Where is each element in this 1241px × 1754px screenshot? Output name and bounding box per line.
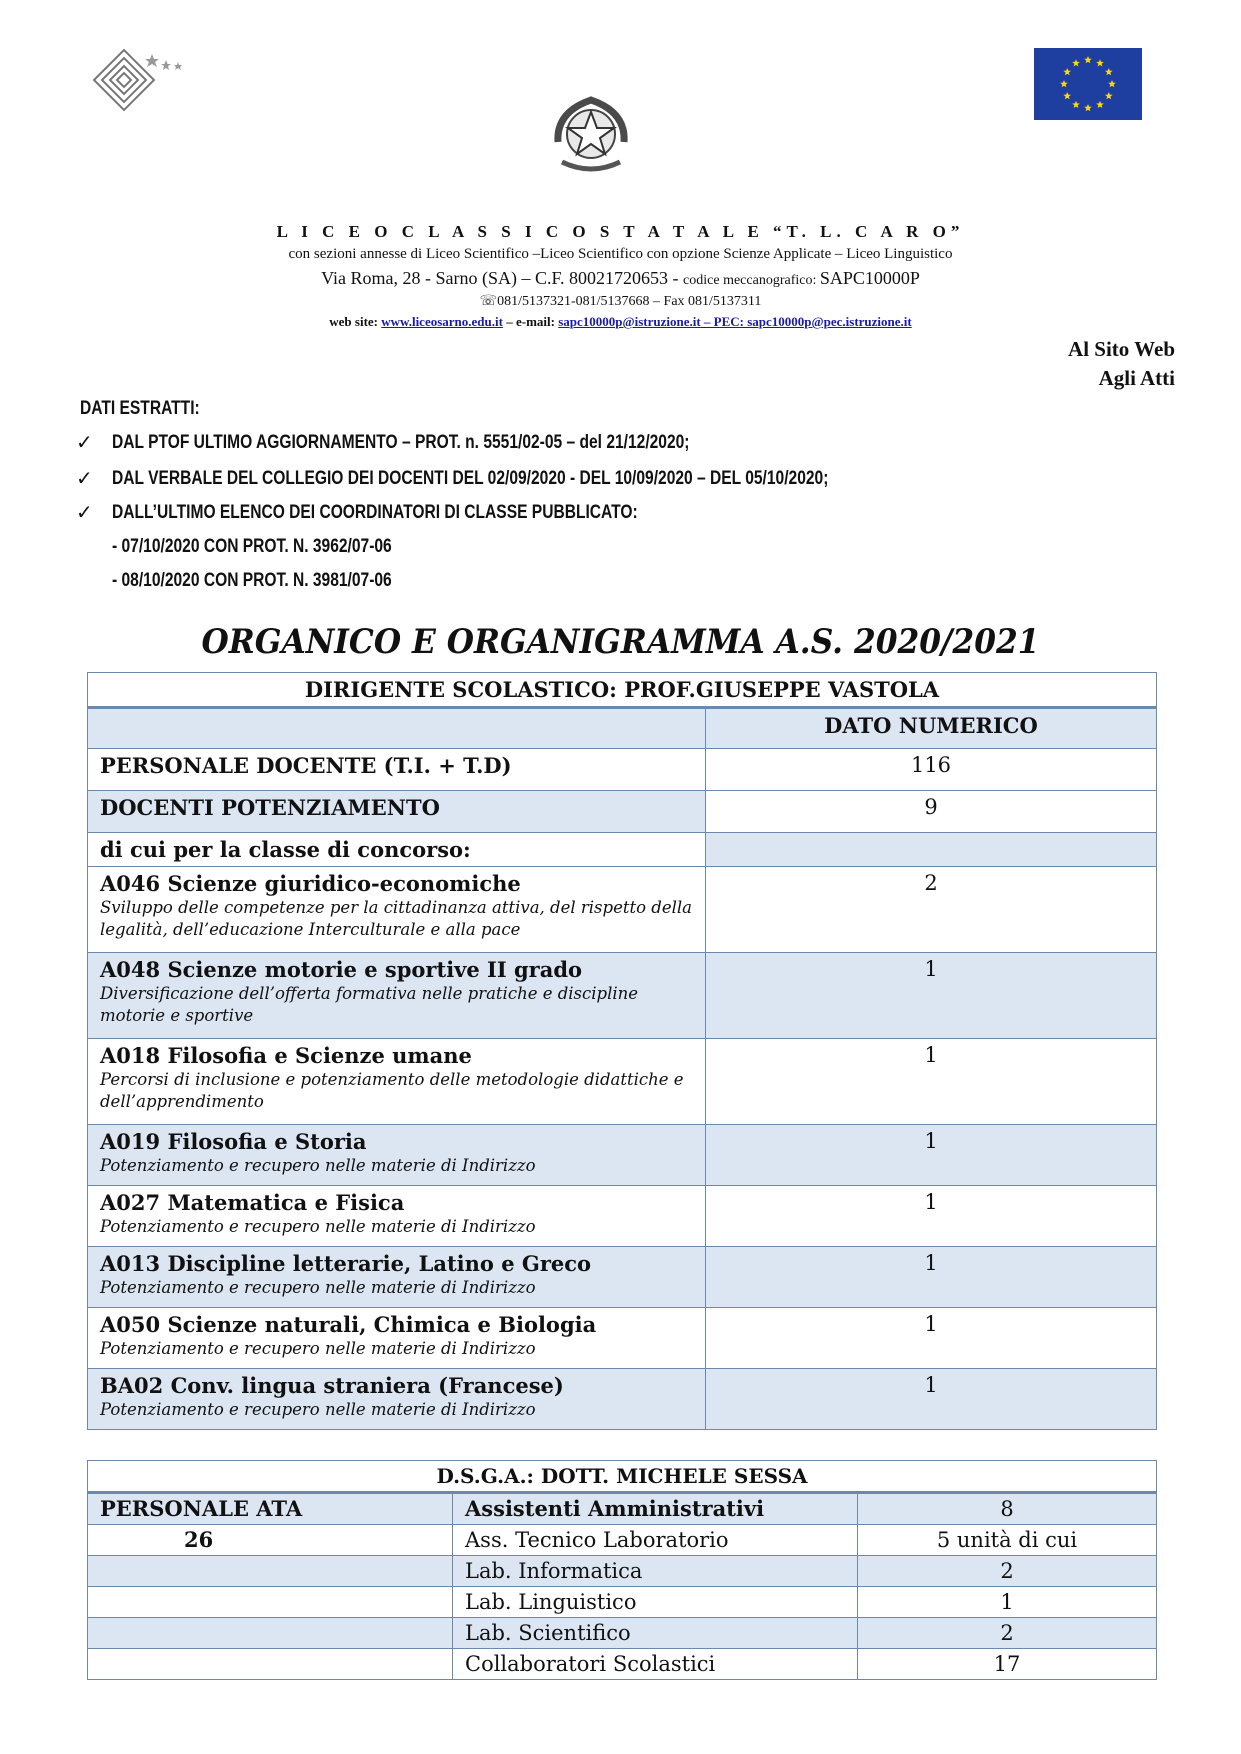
extracted-subitem-2: - 08/10/2020 CON PROT. N. 3981/07-06 <box>112 570 392 591</box>
checkmark-icon: ✓ <box>76 430 93 454</box>
row-value: 9 <box>706 791 1157 833</box>
staff-table <box>87 672 1157 1430</box>
eu-star-icon <box>1060 80 1068 87</box>
checkmark-icon: ✓ <box>76 500 93 524</box>
class-value: 2 <box>706 867 1157 953</box>
class-label: A046 Scienze giuridico-economiche <box>100 871 521 896</box>
class-label: A013 Discipline letterarie, Latino e Greco <box>100 1251 592 1276</box>
checkmark-icon: ✓ <box>76 466 93 490</box>
role-cell: Lab. Informatica <box>453 1556 858 1587</box>
eu-star-icon <box>1072 59 1080 66</box>
eu-star-icon <box>1072 101 1080 108</box>
class-cell <box>88 1039 706 1125</box>
class-label: BA02 Conv. lingua straniera (Francese) <box>100 1373 564 1398</box>
school-name: L I C E O C L A S S I C O S T A T A L E “T. L. C A R O” <box>276 222 965 241</box>
eu-star-icon <box>1096 101 1104 108</box>
row-value: 116 <box>706 749 1157 791</box>
role-value: 2 <box>858 1618 1157 1649</box>
empty-cell <box>88 1556 453 1587</box>
table-row <box>88 953 1157 1039</box>
recipient-note-1: Al Sito Web <box>1068 337 1175 361</box>
row-label: di cui per la classe di concorso: <box>88 833 706 867</box>
class-cell <box>88 1369 706 1430</box>
table-row <box>88 1039 1157 1125</box>
class-label: A027 Matematica e Fisica <box>100 1190 405 1215</box>
address-code: SAPC10000P <box>819 268 920 288</box>
class-cell <box>88 1308 706 1369</box>
table-row <box>88 867 1157 953</box>
class-label: A050 Scienze naturali, Chimica e Biologia <box>100 1312 597 1337</box>
ata-total: 26 <box>88 1525 453 1556</box>
phone-numbers: 081/5137321-081/5137668 – Fax 081/5137311 <box>497 294 762 309</box>
email-link[interactable]: sapc10000p@istruzione.it <box>558 314 701 329</box>
row-label: PERSONALE DOCENTE (T.I. + T.D) <box>88 749 706 791</box>
eu-star-icon <box>1108 80 1116 87</box>
table-row <box>88 1525 1157 1556</box>
role-value: 17 <box>858 1649 1157 1680</box>
class-label: A048 Scienze motorie e sportive II grado <box>100 957 583 982</box>
table-row <box>88 1587 1157 1618</box>
extracted-item-3: DALL’ULTIMO ELENCO DEI COORDINATORI DI CLASSE PUBBLICATO: <box>112 502 638 523</box>
role-cell: Ass. Tecnico Laboratorio <box>453 1525 858 1556</box>
class-value: 1 <box>706 1125 1157 1186</box>
class-description: Sviluppo delle competenze per la cittadinanza attiva, del rispetto della legalità, dell’educazione Interculturale e alla pace <box>100 898 693 939</box>
class-label: A019 Filosofia e Storia <box>100 1129 367 1154</box>
extracted-item-2: DAL VERBALE DEL COLLEGIO DEI DOCENTI DEL 02/09/2020 - DEL 10/09/2020 – DEL 05/10/2020; <box>112 468 829 489</box>
table-row <box>88 1649 1157 1680</box>
class-cell <box>88 1186 706 1247</box>
document-title: ORGANICO E ORGANIGRAMMA A.S. 2020/2021 <box>201 622 1040 662</box>
table-row <box>88 1556 1157 1587</box>
address-main: Via Roma, 28 - Sarno (SA) – C.F. 80021720653 - <box>321 268 684 288</box>
extracted-title: DATI ESTRATTI: <box>80 398 200 419</box>
class-description: Diversificazione dell’offerta formativa nelle pratiche e discipline motorie e sportive <box>100 984 639 1025</box>
role-cell: Collaboratori Scolastici <box>453 1649 858 1680</box>
recipient-note-2: Agli Atti <box>1098 366 1175 390</box>
class-description: Percorsi di inclusione e potenziamento delle metodologie didattiche e dell’apprendimento <box>100 1070 684 1111</box>
class-label: A018 Filosofia e Scienze umane <box>100 1043 472 1068</box>
extracted-item-1: DAL PTOF ULTIMO AGGIORNAMENTO – PROT. n. 5551/02-05 – del 21/12/2020; <box>112 432 690 453</box>
table-row <box>88 1369 1157 1430</box>
class-value: 1 <box>706 1039 1157 1125</box>
role-cell: Lab. Scientifico <box>453 1618 858 1649</box>
class-description: Potenziamento e recupero nelle materie di Indirizzo <box>100 1217 536 1236</box>
table-row <box>88 833 1157 867</box>
eu-stars-icon <box>1034 48 1142 120</box>
class-value: 1 <box>706 953 1157 1039</box>
eu-star-icon <box>1063 68 1071 75</box>
empty-cell <box>88 1649 453 1680</box>
school-contacts <box>0 314 1241 330</box>
phone-icon: ☏ <box>479 294 498 309</box>
role-value: 5 unità di cui <box>858 1525 1157 1556</box>
extracted-subitem-1: - 07/10/2020 CON PROT. N. 3962/07-06 <box>112 536 392 557</box>
class-description: Potenziamento e recupero nelle materie di Indirizzo <box>100 1400 536 1419</box>
row-label: DOCENTI POTENZIAMENTO <box>88 791 706 833</box>
eu-star-icon <box>1105 68 1113 75</box>
principal-caption: DIRIGENTE SCOLASTICO: PROF.GIUSEPPE VASTOLA <box>88 673 1157 708</box>
table-row <box>88 1308 1157 1369</box>
table-row <box>88 1186 1157 1247</box>
class-cell <box>88 953 706 1039</box>
eu-star-icon <box>1084 56 1092 63</box>
eu-flag-logo <box>1034 48 1142 120</box>
school-address <box>0 268 1241 289</box>
website-link[interactable]: www.liceosarno.edu.it <box>381 314 503 329</box>
web-label: web site: <box>329 314 382 329</box>
ata-label: PERSONALE ATA <box>88 1493 453 1525</box>
class-cell <box>88 1125 706 1186</box>
class-cell <box>88 867 706 953</box>
column-header-value: DATO NUMERICO <box>706 708 1157 749</box>
class-value: 1 <box>706 1369 1157 1430</box>
table-row <box>88 1493 1157 1525</box>
class-value: 1 <box>706 1247 1157 1308</box>
table-row <box>88 1125 1157 1186</box>
class-value: 1 <box>706 1308 1157 1369</box>
class-value: 1 <box>706 1186 1157 1247</box>
role-value: 1 <box>858 1587 1157 1618</box>
table-row <box>88 1618 1157 1649</box>
italian-emblem-logo <box>548 92 634 178</box>
class-description: Potenziamento e recupero nelle materie di Indirizzo <box>100 1339 536 1358</box>
header-empty-cell <box>88 708 706 749</box>
role-cell: Assistenti Amministrativi <box>453 1493 858 1525</box>
email-label: – e-mail: <box>502 314 559 329</box>
pec-link[interactable]: – PEC: sapc10000p@pec.istruzione.it <box>700 314 912 329</box>
role-value: 8 <box>858 1493 1157 1525</box>
school-subtitle: con sezioni annesse di Liceo Scientifico –Liceo Scientifico con opzione Scienze Applicate – Liceo Linguistico <box>288 246 953 262</box>
table-row <box>88 791 1157 833</box>
class-description: Potenziamento e recupero nelle materie di Indirizzo <box>100 1278 536 1297</box>
role-cell: Lab. Linguistico <box>453 1587 858 1618</box>
role-value: 2 <box>858 1556 1157 1587</box>
school-logo <box>82 40 192 118</box>
class-cell <box>88 1247 706 1308</box>
row-value <box>706 833 1157 867</box>
ata-table <box>87 1460 1157 1680</box>
eu-star-icon <box>1105 92 1113 99</box>
eu-star-icon <box>1084 104 1092 111</box>
empty-cell <box>88 1587 453 1618</box>
eu-star-icon <box>1096 59 1104 66</box>
table-row <box>88 749 1157 791</box>
eu-star-icon <box>1063 92 1071 99</box>
address-code-label: codice meccanografico: <box>683 273 820 288</box>
class-description: Potenziamento e recupero nelle materie di Indirizzo <box>100 1156 536 1175</box>
school-phone <box>0 293 1241 310</box>
table-row <box>88 1247 1157 1308</box>
empty-cell <box>88 1618 453 1649</box>
dsga-caption: D.S.G.A.: DOTT. MICHELE SESSA <box>88 1461 1157 1493</box>
